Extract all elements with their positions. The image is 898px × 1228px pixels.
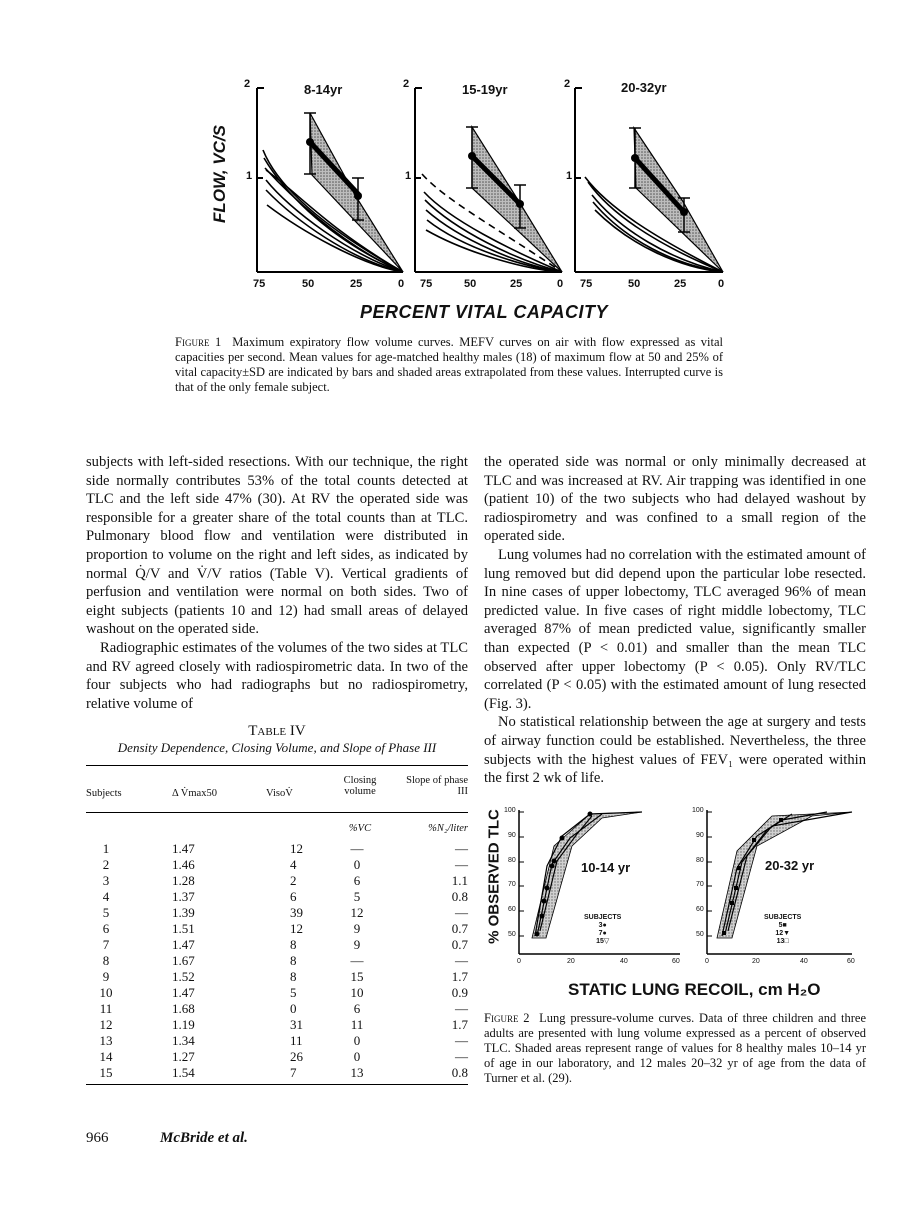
table-row <box>86 857 468 873</box>
page-number: 966 <box>86 1130 109 1146</box>
figure-1-panel-3 <box>575 88 723 272</box>
cell-subject: 11 <box>99 1001 113 1016</box>
cell-slope: — <box>455 953 468 968</box>
fig2-ytick-right: 50 <box>696 931 704 938</box>
figure-1-caption <box>175 335 723 395</box>
fig1-ytick-2-panel3: 2 <box>564 78 571 90</box>
fig1-ytick-2-panel2: 2 <box>403 78 410 90</box>
table-row <box>86 841 468 857</box>
fig1-xtick: 0 <box>718 278 725 290</box>
fig1-xtick: 50 <box>302 278 315 290</box>
cell-visov: 11 <box>290 1033 303 1048</box>
running-authors: McBride et al. <box>160 1130 248 1146</box>
fig1-panel-title-1: 8-14yr <box>304 82 343 97</box>
cell-delta-vmax: 1.54 <box>172 1065 195 1080</box>
cell-closing-volume: 0 <box>353 1049 361 1064</box>
cell-visov: 7 <box>290 1065 297 1080</box>
cell-subject: 12 <box>99 1017 113 1032</box>
figure-1-panel-1 <box>257 88 403 272</box>
figure-1-plot <box>200 70 740 330</box>
cell-subject: 2 <box>102 857 110 872</box>
cell-visov: 31 <box>290 1017 303 1032</box>
cell-slope: — <box>455 1001 468 1016</box>
right-column <box>484 453 866 788</box>
table-iv-bottom-rule <box>86 1084 468 1085</box>
fig1-xtick: 25 <box>510 278 523 290</box>
cell-delta-vmax: 1.37 <box>172 889 195 904</box>
cell-slope: — <box>455 905 468 920</box>
table-iv-units <box>86 813 468 841</box>
cell-slope: 0.8 <box>451 1065 468 1080</box>
table-row <box>86 889 468 905</box>
cell-delta-vmax: 1.47 <box>172 937 195 952</box>
figure-1-caption-label: Figure 1 <box>175 335 222 349</box>
cell-delta-vmax: 1.51 <box>172 921 195 936</box>
unit-slope: %N₂/liter <box>428 823 468 834</box>
cell-subject: 14 <box>99 1049 113 1064</box>
fig2-y-axis-label: % OBSERVED TLC <box>485 809 503 944</box>
cell-delta-vmax: 1.19 <box>172 1017 195 1032</box>
figure-2-caption-text: Lung pressure-volume curves. Data of three children and three adults are presented with lung volume expressed as a percent of observed TLC. Shaded areas represent range of values for 8 healthy males 10–14 yr of age in our laboratory, and 12 males 20–32 yr of age from the data of Turner et al. (29). <box>484 1011 867 1085</box>
cell-slope: 0.9 <box>451 985 468 1000</box>
th-closing-volume: Closing volume <box>343 775 377 797</box>
cell-delta-vmax: 1.67 <box>172 953 195 968</box>
fig1-xtick: 50 <box>464 278 477 290</box>
table-iv <box>86 722 468 1085</box>
fig2-xtick: 60 <box>672 958 680 965</box>
fig2-subject: 12▼ <box>775 930 791 937</box>
fig2-ytick-right: 80 <box>696 857 704 864</box>
cell-slope: 1.1 <box>451 873 468 888</box>
cell-visov: 5 <box>290 985 297 1000</box>
cell-visov: 4 <box>290 857 297 872</box>
cell-visov: 26 <box>290 1049 303 1064</box>
fig2-ytick-left: 80 <box>508 857 516 864</box>
cell-delta-vmax: 1.34 <box>172 1033 195 1048</box>
cell-visov: 2 <box>290 873 297 888</box>
fig2-ytick-right: 100 <box>692 807 704 814</box>
cell-subject: 3 <box>102 873 110 888</box>
fig2-subject: 15▽ <box>596 938 610 945</box>
cell-slope: — <box>455 857 468 872</box>
table-row <box>86 1017 468 1033</box>
cell-closing-volume: 6 <box>353 1001 361 1016</box>
cell-visov: 39 <box>290 905 303 920</box>
table-row <box>86 953 468 969</box>
fig1-panel-title-2: 15-19yr <box>462 82 508 97</box>
cell-delta-vmax: 1.27 <box>172 1049 195 1064</box>
fig2-subject: 3● <box>598 922 607 929</box>
fig2-subjects-legend-left <box>584 914 621 946</box>
fig2-subject: 13□ <box>776 938 789 945</box>
fig1-y-axis-label: FLOW, VC/S <box>210 125 229 223</box>
fig2-ytick-right: 60 <box>696 906 704 913</box>
fig2-x-axis-label: STATIC LUNG RECOIL, cm H₂O <box>568 980 821 999</box>
fig1-xtick: 75 <box>580 278 593 290</box>
right-paragraph-2: Lung volumes had no correlation with the estimated amount of lung removed but did depend upon the particular lobe resected. In nine cases of upper lobectomy, TLC averaged 96% of mean predicted value. In five cases of right middle lobectomy, TLC averaged 87% of mean predicted value, significantly smaller than expected (P < 0.01) and smaller than the mean TLC observed after upper lobectomy (P < 0.05). Only RV/TLC correlated (P < 0.05) with the estimated amount of lung resected (Fig. 3). <box>484 546 866 712</box>
cell-visov: 12 <box>290 921 303 936</box>
table-row <box>86 937 468 953</box>
fig2-subjects-title: SUBJECTS <box>584 914 622 921</box>
cell-closing-volume: 10 <box>350 985 364 1000</box>
right-paragraph-1: the operated side was normal or only minimally decreased at TLC and was increased at RV. Air trapping was identified in one (patient 10) of the two subjects who had delayed washout by radiospirometry and was confined to a small region of the operated side. <box>484 454 866 545</box>
fig1-ytick-1-panel3: 1 <box>566 170 573 182</box>
fig2-subjects-title: SUBJECTS <box>764 914 802 921</box>
fig1-x-axis-label: PERCENT VITAL CAPACITY <box>360 302 609 322</box>
cell-subject: 9 <box>102 969 110 984</box>
fig1-xtick: 25 <box>674 278 687 290</box>
table-iv-header <box>86 766 468 812</box>
table-row <box>86 1049 468 1065</box>
fig2-ytick-left: 70 <box>508 881 516 888</box>
cell-subject: 8 <box>102 953 110 968</box>
cell-visov: 8 <box>290 953 297 968</box>
fig2-ytick-left: 100 <box>504 807 516 814</box>
fig1-ytick-2-panel1: 2 <box>244 78 251 90</box>
figure-1-caption-text: Maximum expiratory flow volume curves. MEFV curves on air with flow expressed as vital capacities per second. Mean values for age-matched healthy males (18) of maximum flow at 50 and 25% of vital capacity±SD are indicated by bars and shaded areas extrapolated from these values. Interrupted curve is that of the only female subject. <box>175 335 724 394</box>
cell-slope: — <box>455 1049 468 1064</box>
fig2-ytick-left: 50 <box>508 931 516 938</box>
table-iv-title: Table IV <box>248 723 306 739</box>
table-row <box>86 985 468 1001</box>
th-subjects: Subjects <box>86 788 122 799</box>
fig2-xtick: 0 <box>705 958 709 965</box>
right-paragraph-3: No statistical relationship between the age at surgery and tests of airway function could be established. Nevertheless, the three subjects with the highest values of FEV₁ were operated within the first 2 wk of life. <box>484 714 866 787</box>
cell-delta-vmax: 1.47 <box>172 985 195 1000</box>
fig2-panel-label-left: 10-14 yr <box>581 860 631 875</box>
cell-closing-volume: 13 <box>350 1065 364 1080</box>
figure-2-caption <box>484 1011 866 1086</box>
table-row <box>86 921 468 937</box>
fig2-xtick: 20 <box>567 958 575 965</box>
cell-slope: 0.7 <box>451 921 468 936</box>
cell-visov: 0 <box>290 1001 297 1016</box>
fig2-ytick-left: 60 <box>508 906 516 913</box>
cell-visov: 6 <box>290 889 297 904</box>
cell-subject: 4 <box>102 889 110 904</box>
fig2-subject: 5■ <box>778 922 787 929</box>
cell-subject: 6 <box>102 921 110 936</box>
cell-subject: 5 <box>102 905 110 920</box>
fig1-xtick: 0 <box>398 278 405 290</box>
cell-delta-vmax: 1.39 <box>172 905 195 920</box>
cell-closing-volume: 5 <box>353 889 361 904</box>
fig2-subject: 7● <box>598 930 607 937</box>
cell-slope: — <box>455 841 468 856</box>
left-column <box>86 453 468 713</box>
cell-subject: 1 <box>102 841 110 856</box>
fig1-panel-title-3: 20-32yr <box>621 80 667 95</box>
table-iv-subtitle: Density Dependence, Closing Volume, and Slope of Phase III <box>117 740 437 755</box>
cell-closing-volume: 15 <box>350 969 364 984</box>
cell-delta-vmax: 1.46 <box>172 857 195 872</box>
fig1-ytick-1-panel2: 1 <box>405 170 412 182</box>
left-paragraph-1: subjects with left-sided resections. With our technique, the right side normally contributes 53% of the total counts detected at TLC and the left side 47% (30). At RV the operated side was responsible for a greater share of the total counts than at TLC. Pulmonary blood flow and ventilation were distributed in proportion to volume on the right and left sides, as indicated by normal Q̇/V and V̇/V ratios (Table V). Vertical gradients of perfusion and ventilation were normal on both sides. Two of eight subjects (patients 10 and 12) had small areas of delayed washout on the operated side. <box>86 454 468 638</box>
cell-delta-vmax: 1.47 <box>172 841 195 856</box>
cell-slope: 1.7 <box>451 1017 468 1032</box>
fig1-xtick: 0 <box>557 278 564 290</box>
fig1-xtick: 25 <box>350 278 363 290</box>
fig2-xtick: 0 <box>517 958 521 965</box>
fig2-xtick: 40 <box>800 958 808 965</box>
fig1-xtick: 75 <box>420 278 433 290</box>
table-iv-body <box>86 841 468 1081</box>
cell-closing-volume: — <box>350 953 364 968</box>
cell-slope: 0.8 <box>451 889 468 904</box>
fig2-ytick-right: 90 <box>696 832 704 839</box>
cell-slope: — <box>455 1033 468 1048</box>
th-slope-phase-iii: Slope of phase III <box>406 775 468 797</box>
th-delta-vmax: Δ V̇max50 <box>172 788 217 799</box>
fig2-xtick: 20 <box>752 958 760 965</box>
cell-visov: 8 <box>290 969 297 984</box>
cell-delta-vmax: 1.28 <box>172 873 195 888</box>
cell-closing-volume: 0 <box>353 1033 361 1048</box>
figure-2-caption-label: Figure 2 <box>484 1011 530 1025</box>
figure-2-plot <box>482 806 872 1006</box>
figure-2 <box>482 806 872 1006</box>
fig2-panel-label-right: 20-32 yr <box>765 858 815 873</box>
cell-slope: 1.7 <box>451 969 468 984</box>
cell-closing-volume: 9 <box>353 921 361 936</box>
left-paragraph-2: Radiographic estimates of the volumes of the two sides at TLC and RV agreed closely with radiospirometric data. In two of the four subjects who had radiographs but no radiospirometry, relative volume of <box>86 639 468 712</box>
cell-delta-vmax: 1.68 <box>172 1001 195 1016</box>
cell-subject: 13 <box>99 1033 113 1048</box>
fig1-ytick-1-panel1: 1 <box>246 170 253 182</box>
cell-closing-volume: 12 <box>350 905 364 920</box>
table-row <box>86 1065 468 1081</box>
th-visov: VisoV̇ <box>266 788 293 799</box>
cell-subject: 10 <box>99 985 113 1000</box>
fig2-subjects-legend-right <box>764 914 801 946</box>
fig1-xtick: 50 <box>628 278 641 290</box>
fig2-xtick: 60 <box>847 958 855 965</box>
cell-closing-volume: — <box>350 841 364 856</box>
cell-closing-volume: 6 <box>353 873 361 888</box>
table-row <box>86 905 468 921</box>
unit-closing-volume: %VC <box>348 823 372 834</box>
cell-closing-volume: 0 <box>353 857 361 872</box>
fig2-ytick-right: 70 <box>696 881 704 888</box>
table-row <box>86 873 468 889</box>
cell-visov: 12 <box>290 841 303 856</box>
figure-1 <box>200 70 740 330</box>
fig2-ytick-left: 90 <box>508 832 516 839</box>
cell-subject: 15 <box>99 1065 113 1080</box>
cell-closing-volume: 11 <box>350 1017 364 1032</box>
table-row <box>86 969 468 985</box>
fig2-xtick: 40 <box>620 958 628 965</box>
table-row <box>86 1033 468 1049</box>
cell-delta-vmax: 1.52 <box>172 969 195 984</box>
fig1-xtick: 75 <box>253 278 266 290</box>
figure-1-panel-2 <box>415 88 562 272</box>
cell-slope: 0.7 <box>451 937 468 952</box>
table-row <box>86 1001 468 1017</box>
cell-subject: 7 <box>102 937 110 952</box>
cell-visov: 8 <box>290 937 297 952</box>
cell-closing-volume: 9 <box>353 937 361 952</box>
